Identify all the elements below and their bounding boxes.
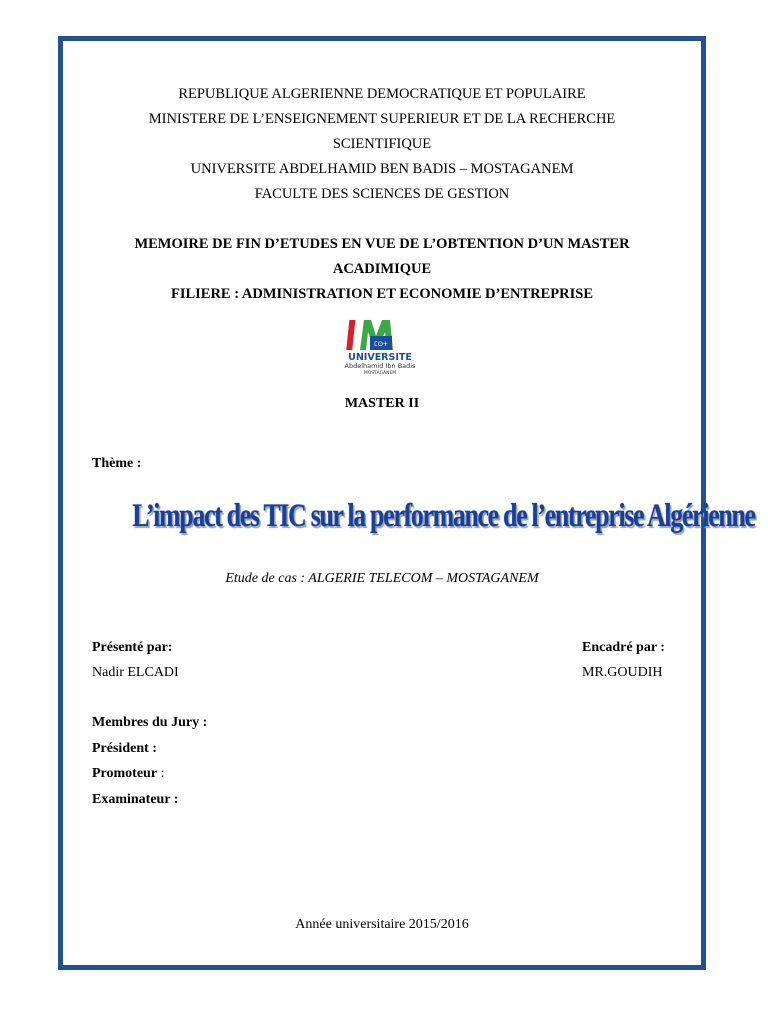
svg-text:ⵎⵙⵜ: ⵎⵙⵜ [374, 341, 388, 348]
theme-label: Thème : [92, 456, 142, 471]
jury-promoteur: Promoteur [92, 766, 158, 781]
memoire-block [62, 232, 702, 307]
presented-by-label: Présenté par: [92, 640, 173, 655]
logo-text-city: MOSTAGANEM [363, 371, 397, 376]
header-scientifique: SCIENTIFIQUE [332, 136, 432, 152]
jury-promoteur-colon: : [157, 766, 165, 781]
header-block [62, 82, 702, 207]
header-republique: REPUBLIQUE ALGERIENNE DEMOCRATIQUE ET POPULAIRE [178, 86, 586, 102]
supervised-by-label: Encadré par : [582, 640, 665, 655]
memoire-line2: ACADIMIQUE [332, 261, 432, 277]
level-label: MASTER II [344, 396, 420, 411]
academic-year: Année universitaire 2015/2016 [295, 917, 469, 932]
header-faculte: FACULTE DES SCIENCES DE GESTION [254, 186, 510, 202]
supervised-by-name: MR.GOUDIH [582, 665, 663, 680]
memoire-line1: MEMOIRE DE FIN D’ETUDES EN VUE DE L’OBTENTION D’UN MASTER [134, 236, 630, 252]
logo-text-universite: UNIVERSITE [348, 352, 412, 363]
header-ministere: MINISTERE DE L’ENSEIGNEMENT SUPERIEUR ET DE LA RECHERCHE [148, 111, 616, 127]
jury-examinateur: Examinateur : [92, 792, 179, 807]
header-universite: UNIVERSITE ABDELHAMID BEN BADIS – MOSTAGANEM [190, 161, 574, 177]
filiere: FILIERE : ADMINISTRATION ET ECONOMIE D’ENTREPRISE [170, 286, 594, 302]
logo-text-name: Abdelhamid Ibn Badis [344, 362, 416, 370]
university-logo [340, 314, 420, 386]
presented-by-name: Nadir ELCADI [92, 665, 179, 680]
case-study: Etude de cas : ALGERIE TELECOM – MOSTAGANEM [225, 571, 539, 586]
jury-promoteur-row [92, 766, 164, 782]
theme-title: L’impact des TIC sur la performance de l’entreprise Algérienne [132, 498, 755, 534]
jury-label: Membres du Jury : [92, 715, 208, 730]
jury-president: Président : [92, 741, 157, 756]
